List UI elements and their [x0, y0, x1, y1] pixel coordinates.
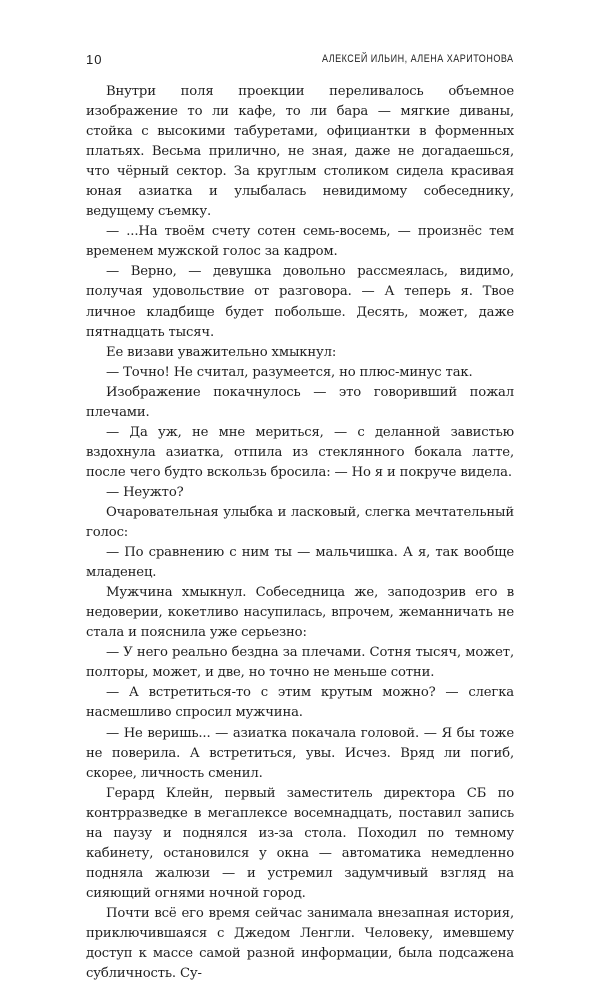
paragraph: — А встретиться-то с этим крутым можно? — слегка насмешливо спросил мужчина. — [86, 685, 514, 721]
paragraph: Герард Клейн, первый заместитель директора СБ по контрразведке в мегаплексе восемнадцать, поставил запись на паузу и поднялся из-за стола. Походил по темному кабинету, остановился у окна — автоматика немедленно подняла жалюзи — и устремил задумчивый взгляд на сияющий огнями ночной город. — [86, 785, 514, 901]
paragraph: — ...На твоём счету сотен семь-восемь, — произнёс тем временем мужской голос за кадром. — [86, 224, 514, 260]
paragraph: — Не веришь... — азиатка покачала головой. — Я бы тоже не поверила. А встретиться, увы. Исчез. Вряд ли погиб, скорее, личность сменил. — [86, 725, 514, 781]
paragraph: Почти всё его время сейчас занимала внезапная история, приключившаяся с Джедом Ленгли. Человеку, имевшему доступ к массе самой разной информации, была подсажена субличность. Су- — [86, 905, 514, 982]
paragraph: — Неужто? — [106, 484, 184, 500]
paragraph: Очаровательная улыбка и ласковый, слегка мечтательный голос: — [86, 504, 514, 541]
paragraph: Изображение покачнулось — это говоривший пожал плечами. — [86, 384, 514, 420]
paragraph: Мужчина хмыкнул. Собеседница же, заподозрив его в недоверии, кокетливо насупилась, впрочем, жеманничать не стала и пояснила уже серьезно: — [86, 585, 514, 641]
paragraph: — По сравнению с ним ты — мальчишка. А я, так вообще младенец. — [86, 545, 514, 581]
body-text — [86, 82, 514, 984]
paragraph: — У него реально бездна за плечами. Сотня тысяч, может, полторы, может, и две, но точно не меньше сотни. — [86, 645, 514, 681]
paragraph: Ее визави уважительно хмыкнул: — [106, 344, 337, 360]
paragraph: — Точно! Не считал, разумеется, но плюс-минус так. — [106, 364, 473, 380]
running-head: АЛЕКСЕЙ ИЛЬИН, АЛЕНА ХАРИТОНОВА — [322, 53, 514, 65]
page-header — [86, 52, 514, 70]
paragraph: — Да уж, не мне мериться, — с деланной завистью вздохнула азиатка, отпила из стеклянного бокала латте, после чего будто вскользь бросила: — Но я и покруче видела. — [86, 424, 514, 480]
page-number: 10 — [86, 52, 103, 67]
paragraph: Внутри поля проекции переливалось объемное изображение то ли кафе, то ли бара — мягкие диваны, стойка с высокими табуретами, официантки в форменных платьях. Весьма прилично, не зная, даже не догадаешься, что чёрный сектор. За круглым столиком сидела красивая юная азиатка и улыбалась невидимому собеседнику, ведущему съемку. — [86, 84, 514, 220]
paragraph: — Верно, — девушка довольно рассмеялась, видимо, получая удовольствие от разговора. — А теперь я. Твое личное кладбище будет побольше. Десять, может, даже пятнадцать тысяч. — [86, 264, 514, 340]
